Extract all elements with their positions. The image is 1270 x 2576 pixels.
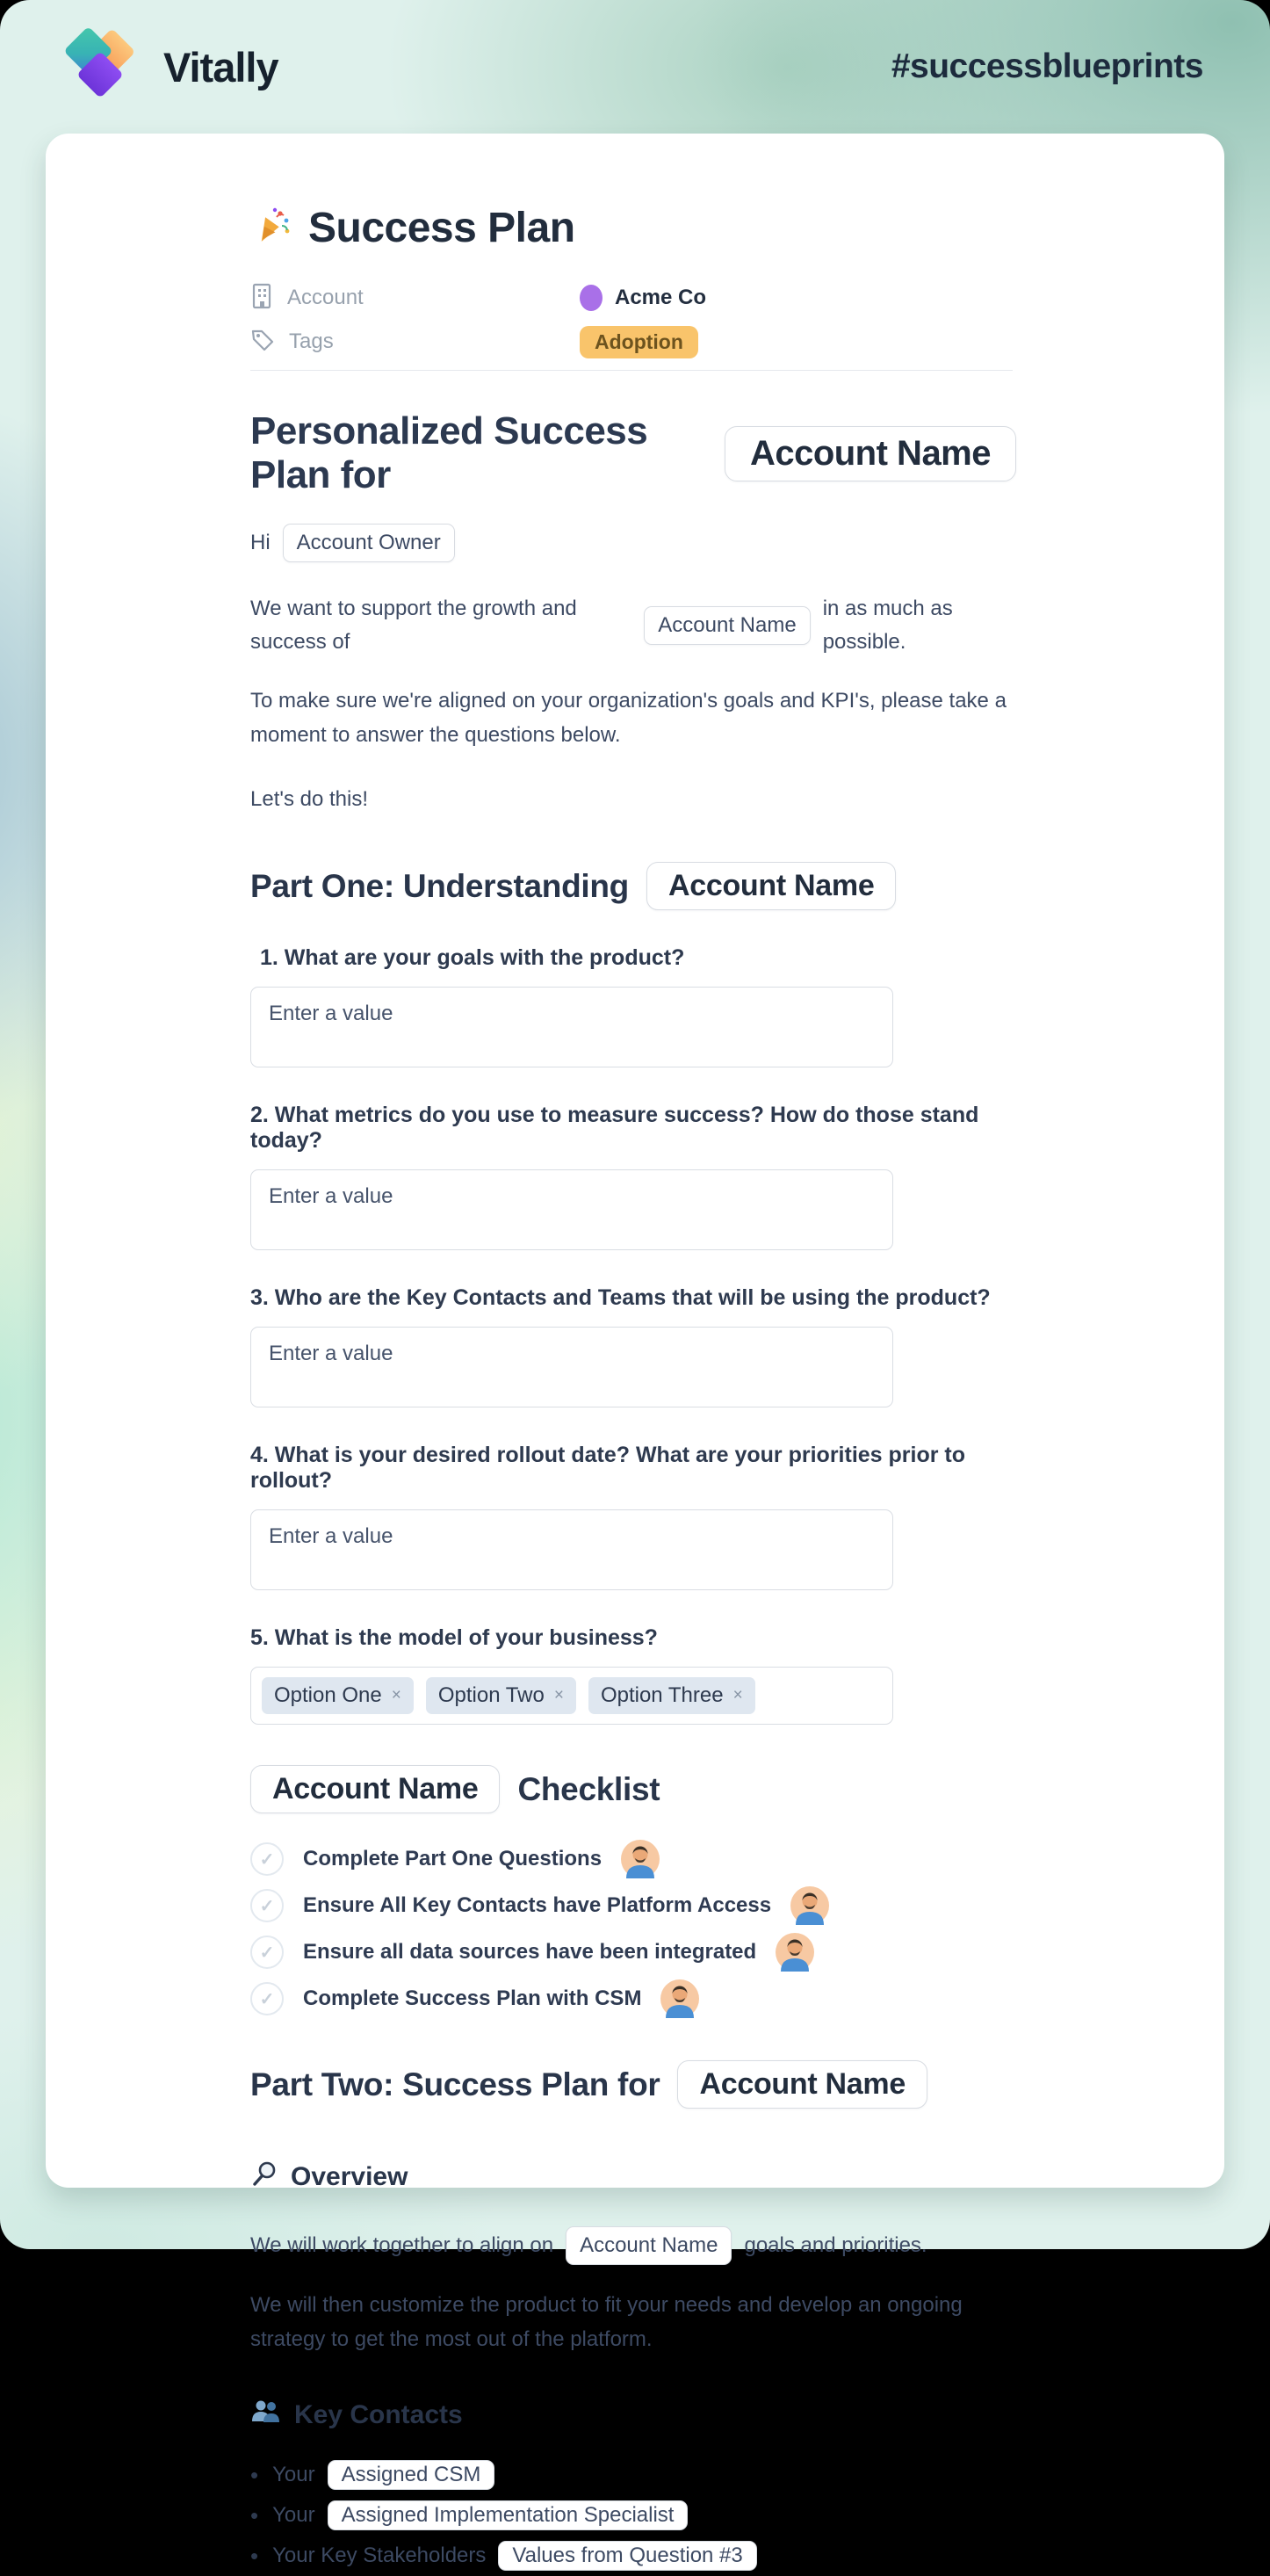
top-header [0, 0, 1270, 134]
user-avatar [621, 1840, 660, 1878]
brand-wordmark: Vitally [163, 43, 278, 90]
check-icon[interactable]: ✓ [250, 1842, 284, 1876]
values-from-question-3-pill[interactable]: Values from Question #3 [498, 2541, 756, 2571]
vitally-brand [63, 28, 278, 105]
page-title: Success Plan [308, 205, 575, 251]
question-2-input[interactable] [250, 1169, 893, 1250]
question-5-label: 5. What is the model of your business? [250, 1625, 658, 1650]
document-card [46, 134, 1224, 2567]
overview-paragraph-1: We will work together to align on Account Name goals and priorities. [250, 2226, 1016, 2265]
remove-option-icon[interactable]: × [732, 1686, 743, 1704]
assigned-implementation-specialist-pill[interactable]: Assigned Implementation Specialist [328, 2500, 689, 2530]
part-one-heading: Part One: Understanding Account Name [250, 862, 1016, 910]
main-heading: Personalized Success Plan for Account Name [250, 409, 1016, 497]
checklist-item: ✓ Complete Part One Questions [250, 1840, 1016, 1878]
checklist-heading: Account Name Checklist [250, 1765, 1016, 1813]
account-name-pill[interactable]: Account Name [725, 426, 1016, 481]
account-avatar [580, 285, 603, 311]
check-icon[interactable]: ✓ [250, 1936, 284, 1969]
part-two-heading: Part Two: Success Plan for Account Name [250, 2060, 1016, 2109]
question-4-label: 4. What is your desired rollout date? What are your priorities prior to rollout? [250, 1443, 966, 1493]
assigned-csm-pill[interactable]: Assigned CSM [328, 2460, 495, 2490]
checklist-item: ✓ Complete Success Plan with CSM [250, 1979, 1016, 2018]
overview-heading: Overview [250, 2160, 1016, 2195]
greeting-line: Hi Account Owner [250, 524, 1016, 562]
remove-option-icon[interactable]: × [553, 1686, 564, 1704]
selected-option-chip[interactable]: Option One × [262, 1677, 414, 1714]
account-name-pill[interactable]: Account Name [646, 862, 896, 910]
check-icon[interactable]: ✓ [250, 1889, 284, 1922]
contact-bullet: • Your Assigned CSM [250, 2455, 1016, 2495]
people-icon [250, 2399, 282, 2432]
building-icon [250, 283, 273, 314]
user-avatar [790, 1886, 829, 1925]
intro-paragraph-1: We want to support the growth and success of Account Name in as much as possible. [250, 597, 953, 654]
account-label: Account [287, 286, 364, 309]
overview-paragraph-2: We will then customize the product to fit your needs and develop an ongoing strategy to get the most out of the platform. [250, 2293, 963, 2351]
tag-icon [250, 328, 275, 357]
question-3-input[interactable] [250, 1327, 893, 1407]
question-1-input[interactable] [250, 987, 893, 1067]
party-popper-icon [250, 205, 292, 251]
meta-row-account [250, 282, 1016, 314]
account-name-pill[interactable]: Account Name [250, 1765, 500, 1813]
question-5-multiselect[interactable] [250, 1667, 893, 1725]
contact-bullet: • Your Assigned Implementation Specialist [250, 2495, 1016, 2536]
tag-badge-adoption[interactable]: Adoption [580, 326, 698, 358]
question-4-input[interactable] [250, 1509, 893, 1590]
meta-row-tags [250, 326, 1016, 358]
vitally-logo-icon [63, 28, 144, 105]
checklist-item: ✓ Ensure all data sources have been integrated [250, 1933, 1016, 1972]
user-avatar [776, 1933, 814, 1972]
check-icon[interactable]: ✓ [250, 1982, 284, 2015]
account-owner-pill[interactable]: Account Owner [283, 524, 455, 562]
hashtag-text: #successblueprints [891, 47, 1203, 85]
question-1-label: 1. What are your goals with the product? [260, 945, 685, 970]
user-avatar [660, 1979, 699, 2018]
checklist-item: ✓ Ensure All Key Contacts have Platform Access [250, 1886, 1016, 1925]
section-divider [250, 370, 1013, 371]
magnifier-icon [250, 2160, 278, 2195]
question-2-label: 2. What metrics do you use to measure success? How do those stand today? [250, 1103, 979, 1153]
selected-option-chip[interactable]: Option Two × [426, 1677, 576, 1714]
selected-option-chip[interactable]: Option Three × [588, 1677, 755, 1714]
tags-label: Tags [289, 329, 334, 353]
contact-bullet: • Your Key Stakeholders Values from Question #3 [250, 2536, 1016, 2576]
account-name-pill[interactable]: Account Name [644, 606, 810, 645]
key-contacts-heading: Key Contacts [250, 2399, 1016, 2432]
remove-option-icon[interactable]: × [391, 1686, 401, 1704]
intro-paragraph-2: To make sure we're aligned on your organization's goals and KPI's, please take a moment to answer the questions below. [250, 689, 1007, 747]
question-3-label: 3. Who are the Key Contacts and Teams that will be using the product? [250, 1285, 991, 1310]
account-name-pill[interactable]: Account Name [566, 2226, 732, 2265]
account-value[interactable]: Acme Co [615, 286, 707, 309]
account-name-pill[interactable]: Account Name [677, 2060, 927, 2109]
intro-paragraph-3: Let's do this! [250, 787, 368, 811]
